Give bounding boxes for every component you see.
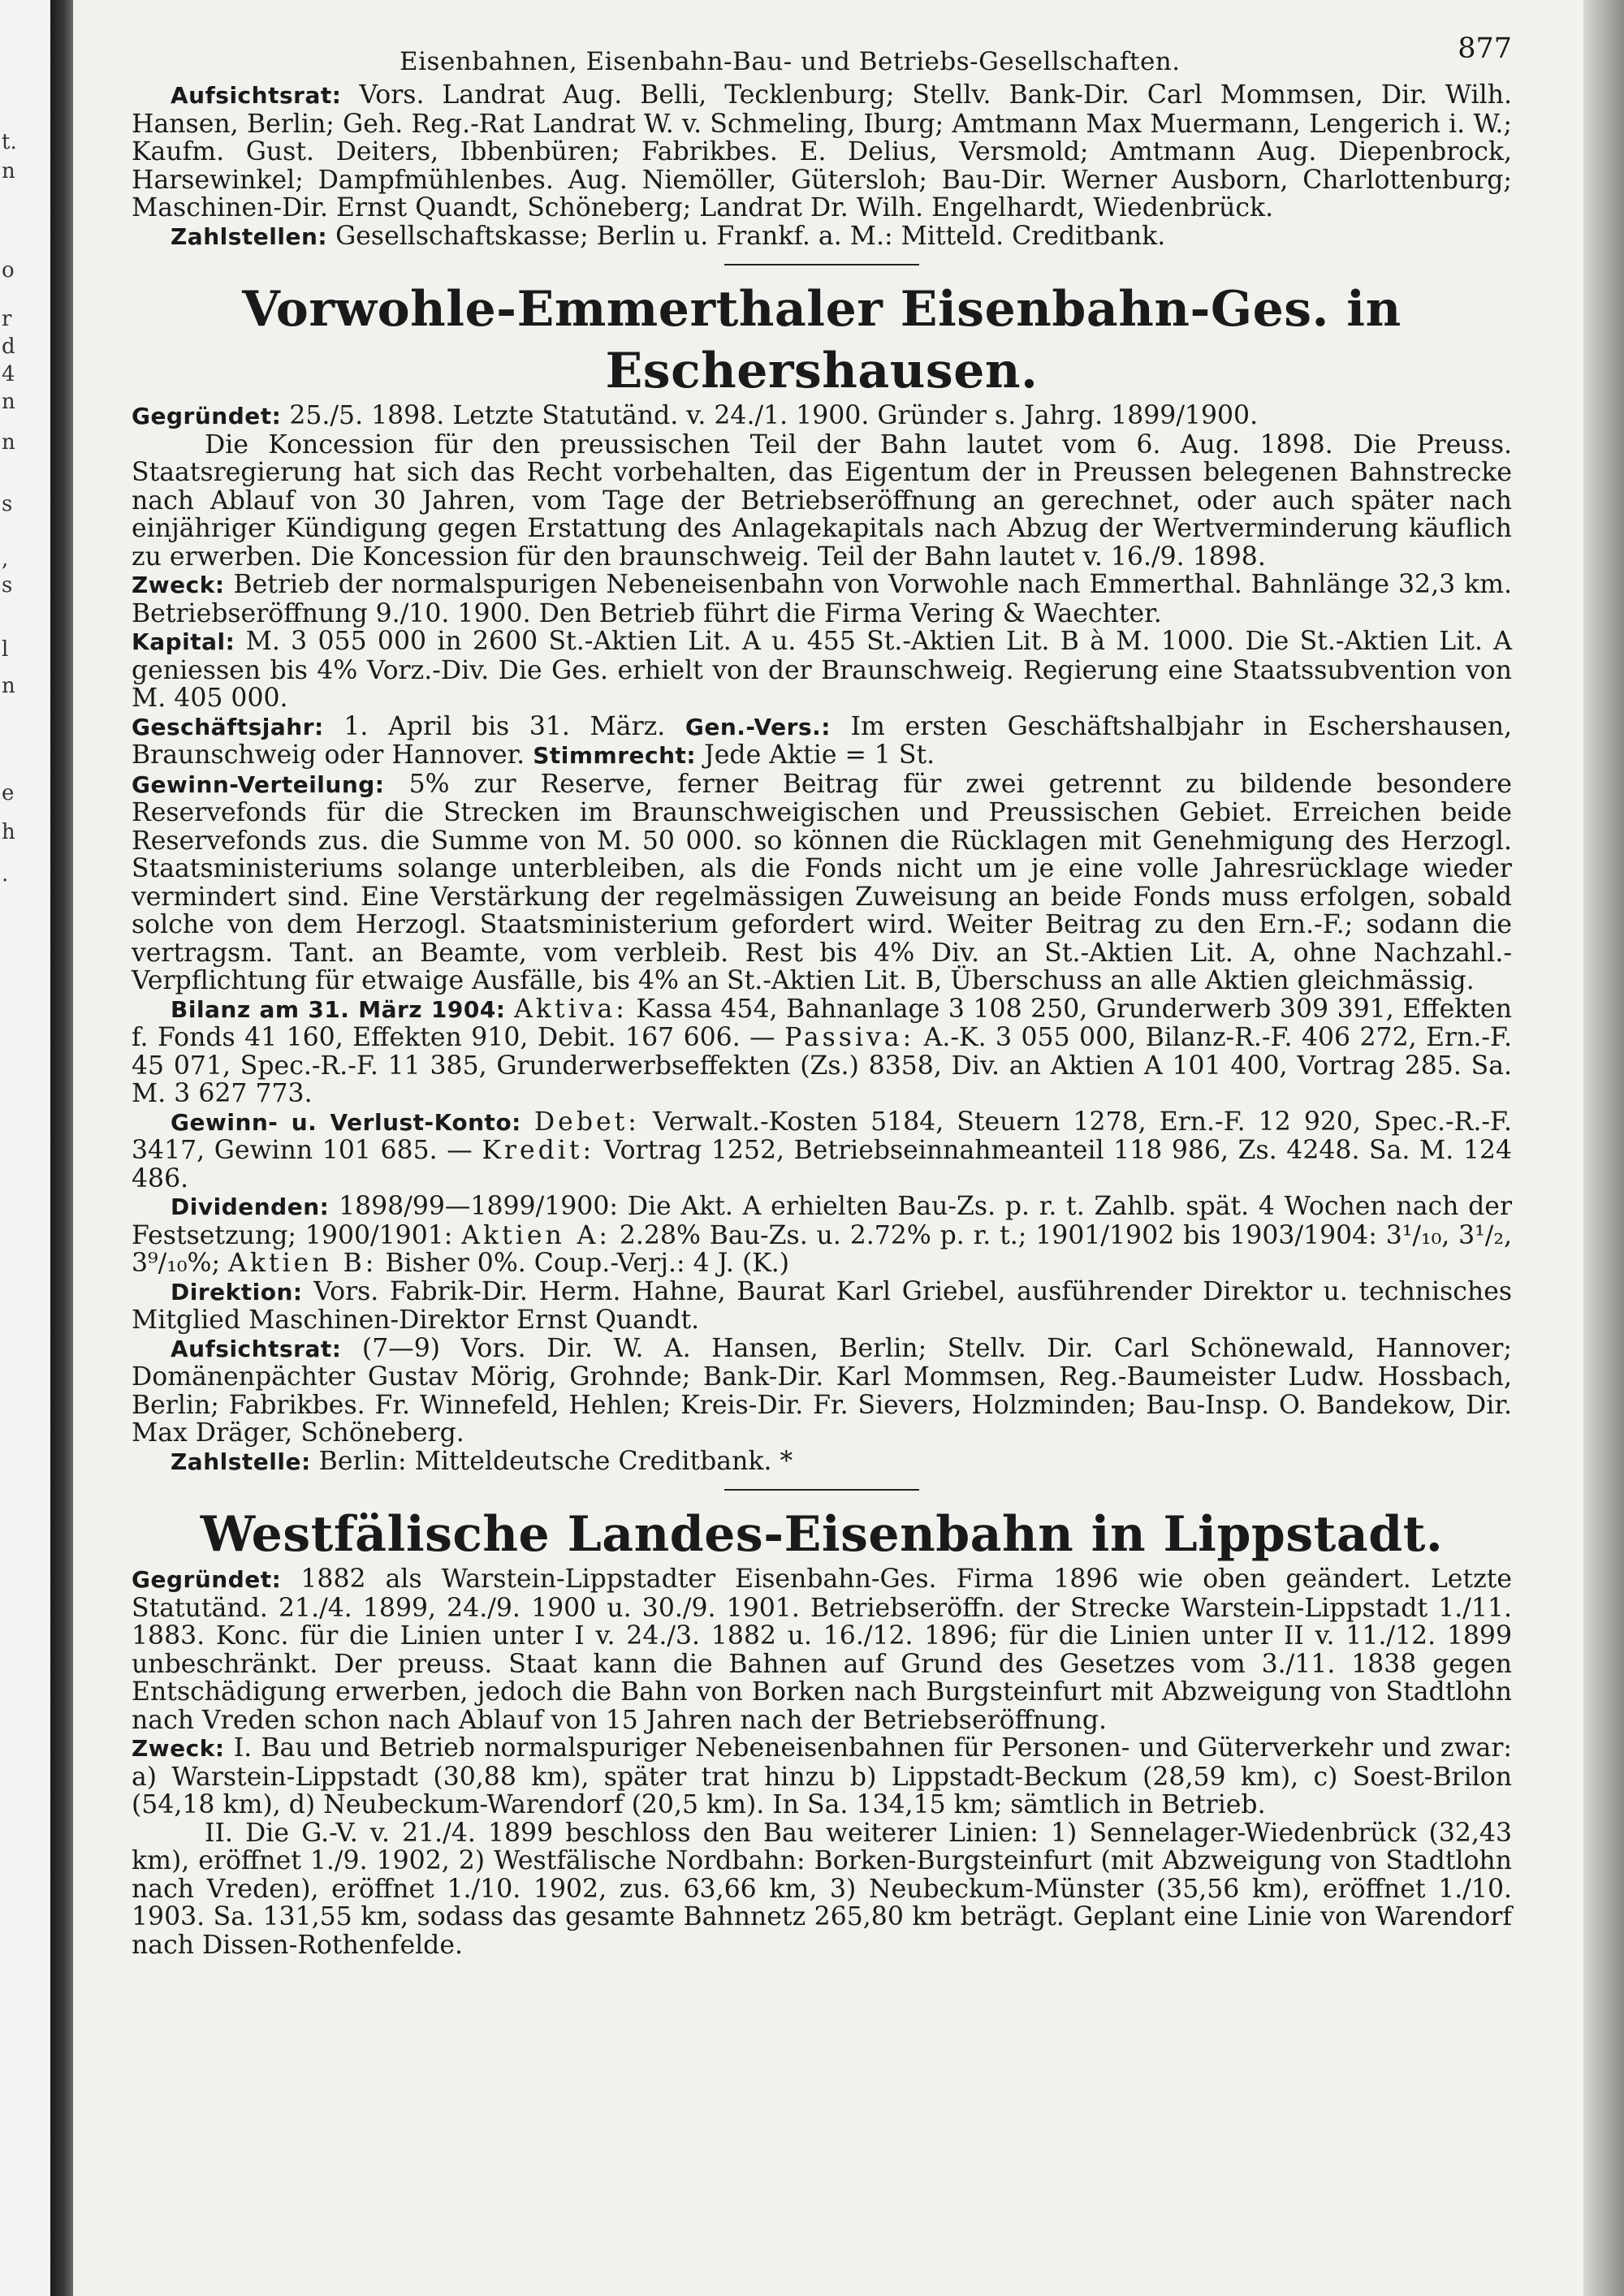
book-fore-edge	[1583, 0, 1624, 2296]
section-divider	[724, 1489, 919, 1491]
zweck-paragraph-2: II. Die G.-V. v. 21./4. 1899 beschloss den Bau weiterer Linien: 1) Sennelager-Wiedenbrück (32,43 km), eröffnet 1./9. 1902, 2) Westfälische Nordbahn: Borken-Burgsteinfurt (mit Abzweigung von Stadtlohn nach Vreden), eröffnet 1./10. 1902, zus. 63,66 km, 3) Neubeckum-Münster (35,56 km), eröffnet 1./10. 1903. Sa. 131,55 km, sodass das gesamte Bahnnetz 265,80 km beträgt. Geplant eine Linie von Warendorf nach Dissen-Rothenfelde.	[132, 1818, 1512, 1960]
zweck-label: Zweck:	[132, 572, 225, 598]
page-content	[132, 29, 1512, 1959]
margin-mark: h	[2, 820, 15, 844]
aufsichtsrat-label: Aufsichtsrat:	[171, 82, 342, 109]
kapital-label: Kapital:	[132, 628, 235, 655]
gegruendet-label: Gegründet:	[132, 403, 282, 429]
margin-mark: o	[2, 258, 15, 283]
margin-mark: 4	[2, 362, 15, 386]
section-heading: Westfälische Landes-Eisenbahn in Lippstadt.	[200, 1506, 1444, 1563]
gewinn-verteilung-paragraph	[132, 770, 1512, 995]
kredit-label: Kredit:	[482, 1136, 595, 1165]
aktiva-text: Kassa 454, Bahnanlage 3 108 250, Grunderwerb 309 391, Effekten f. Fonds 41 160, Effekten 910, Debit. 167 606. —	[132, 994, 1512, 1052]
margin-mark: t.	[2, 130, 17, 154]
kapital-paragraph	[132, 628, 1512, 713]
passiva-text: A.-K. 3 055 000, Bilanz-R.-F. 406 272, Ern.-F. 45 071, Spec.-R.-F. 11 385, Grunderwerbseffekten (Zs.) 8358, Div. an Aktien A 101 400, Vortrag 285. Sa. M. 3 627 773.	[132, 1023, 1512, 1108]
previous-page-edge	[0, 0, 50, 2296]
geschaeftsjahr-paragraph	[132, 713, 1512, 770]
dividenden-text-2: 2.28% Bau-Zs. u. 2.72% p. r. t.; 1901/1902 bis 1903/1904: 3¹/₁₀, 3¹/₂, 3⁹/₁₀%;	[132, 1220, 1513, 1278]
margin-mark: d	[2, 334, 15, 359]
margin-mark: s	[2, 573, 13, 598]
margin-mark: n	[2, 159, 15, 183]
stimmrecht-text: Jede Aktie = 1 St.	[704, 740, 935, 770]
zahlstelle-label: Zahlstelle:	[171, 1448, 311, 1475]
bilanz-paragraph	[132, 995, 1512, 1108]
gegruendet-text: 25./5. 1898. Letzte Statutänd. v. 24./1. 1900. Gründer s. Jahrg. 1899/1900.	[289, 401, 1259, 430]
zweck-paragraph	[132, 1734, 1512, 1819]
stimmrecht-label: Stimmrecht:	[533, 742, 697, 769]
zahlstelle-paragraph	[132, 1448, 1512, 1477]
kredit-text: Vortrag 1252, Betriebseinnahmeanteil 118 986, Zs. 4248. Sa. M. 124 486.	[132, 1136, 1513, 1193]
gegruendet-text: 1882 als Warstein-Lippstadter Eisenbahn-Ges. Firma 1896 wie oben geändert. Letzte Statutänd. 21./4. 1899, 24./9. 1900 u. 30./9. 1901. Betriebseröffn. der Strecke Warstein-Lippstadt 1./11. 1883. Konc. für die Linien unter I v. 24./3. 1882 u. 16./12. 1896; für die Linien unter II v. 11./12. 1899 unbeschränkt. Der preuss. Staat kann die Bahnen auf Grund des Gesetzes vom 3./11. 1838 gegen Entschädigung erwerben, jedoch die Bahn von Borken nach Burgsteinfurt mit Abzweigung von Stadtlohn nach Vreden schon nach Ablauf von 15 Jahren nach der Betriebseröffnung.	[132, 1564, 1512, 1735]
gegruendet-paragraph	[132, 1565, 1512, 1734]
running-title: Eisenbahnen, Eisenbahn-Bau- und Betriebs-Gesellschaften.	[400, 47, 1181, 76]
dividenden-text-1: 1898/99—1899/1900: Die Akt. A erhielten Bau-Zs. p. r. t. Zahlb. spät. 4 Wochen nach der Festsetzung; 1900/1901:	[132, 1192, 1513, 1250]
aktiva-label: Aktiva:	[514, 994, 628, 1024]
gewinn-verteilung-text: 5% zur Reserve, ferner Beitrag für zwei getrennt zu bildende besondere Reservefonds für die Strecken im Braunschweigischen und Preussischen Gebiet. Erreichen beide Reservefonds zus. die Summe von M. 50 000. so können die Rücklagen mit Genehmigung des Herzogl. Staatsministeriums solange unterbleiben, als die Fonds nicht um je eine volle Jahresrücklage wieder vermindert sind. Eine Verstärkung der regelmässigen Zuweisung an beide Fonds muss erfolgen, sobald solche von dem Herzogl. Staatsministerium gefordert wird. Weiter Beitrag zu den Ern.-F.; sodann die vertragsm. Tant. an Beamte, vom verbleib. Rest bis 4% Div. an St.-Aktien Lit. A, ohne Nachzahl.-Verpflichtung für etwaige Ausfälle, bis 4% an St.-Aktien Lit. B, Überschuss an alle Aktien gleichmässig.	[132, 769, 1513, 995]
geschaeftsjahr-text: 1. April bis 31. März.	[343, 711, 666, 741]
dividenden-paragraph	[132, 1193, 1512, 1278]
margin-mark: ,	[2, 547, 9, 572]
direktion-text: Vors. Fabrik-Dir. Herm. Hahne, Baurat Karl Griebel, ausführender Direktor u. technisches Mitglied Maschinen-Direktor Ernst Quandt.	[132, 1276, 1512, 1335]
direktion-label: Direktion:	[171, 1278, 303, 1306]
konzession-paragraph: Die Koncession für den preussischen Teil der Bahn lautet vom 6. Aug. 1898. Die Preuss. Staatsregierung hat sich das Recht vorbehalten, das Eigentum der in Preussen belegenen Bahnstrecke nach Ablauf von 30 Jahren, vom Tage der Betriebseröffnung an gerechnet, oder auch später nach einjähriger Kündigung gegen Erstattung des Anlagekapitals nach Abzug der Wertverminderung käuflich zu erwerben. Die Koncession für den braunschweig. Teil der Bahn lautet v. 16./9. 1898.	[132, 429, 1512, 572]
gewinn-verlust-label: Gewinn- u. Verlust-Konto:	[171, 1108, 521, 1136]
dividenden-text-3: Bisher 0%. Coup.-Verj.: 4 J. (K.)	[385, 1249, 790, 1278]
gen-vers-label: Gen.-Vers.:	[685, 713, 831, 740]
section-heading: Vorwohle-Emmerthaler Eisenbahn-Ges. in Eschershausen.	[242, 281, 1402, 399]
debet-text: Verwalt.-Kosten 5184, Steuern 1278, Ern.-F. 12 920, Spec.-R.-F. 3417, Gewinn 101 685. —	[132, 1107, 1513, 1165]
running-head	[132, 29, 1512, 81]
book-page	[73, 0, 1583, 2296]
gegruendet-paragraph	[132, 402, 1512, 431]
margin-mark: r	[2, 307, 12, 331]
zahlstellen-paragraph	[132, 222, 1512, 252]
direktion-paragraph	[132, 1278, 1512, 1335]
zweck-paragraph	[132, 571, 1512, 628]
kapital-text: M. 3 055 000 in 2600 St.-Aktien Lit. A u. 455 St.-Aktien Lit. B à M. 1000. Die St.-Aktien Lit. A geniessen bis 4% Vorz.-Div. Die Ges. erhielt von der Braunschweig. Regierung eine Staatssubvention von M. 405 000.	[132, 627, 1512, 713]
gewinn-verlust-paragraph	[132, 1108, 1512, 1193]
gewinn-verteilung-label: Gewinn-Verteilung:	[132, 770, 385, 798]
zahlstellen-text: Gesellschaftskasse; Berlin u. Frankf. a. M.: Mitteld. Creditbank.	[335, 221, 1166, 251]
zweck-label: Zweck:	[132, 1735, 225, 1762]
aufsichtsrat-label: Aufsichtsrat:	[171, 1335, 342, 1362]
margin-mark: n	[2, 390, 15, 414]
bilanz-label: Bilanz am 31. März 1904:	[171, 995, 506, 1023]
margin-mark: n	[2, 430, 15, 455]
page-number: 877	[1458, 32, 1512, 65]
zweck-text: Betrieb der normalspurigen Nebeneisenbahn von Vorwohle nach Emmerthal. Bahnlänge 32,3 km. Betriebseröffnung 9./10. 1900. Den Betrieb führt die Firma Vering & Waechter.	[132, 570, 1513, 628]
aktien-a-label: Aktien A:	[461, 1220, 611, 1250]
aufsichtsrat-paragraph	[132, 81, 1512, 222]
margin-mark: l	[2, 637, 9, 662]
zahlstellen-label: Zahlstellen:	[171, 222, 328, 250]
section-divider	[724, 264, 919, 265]
debet-label: Debet:	[533, 1107, 640, 1137]
aufsichtsrat-paragraph	[132, 1335, 1512, 1448]
margin-mark: n	[2, 674, 15, 698]
aufsichtsrat-text: Vors. Landrat Aug. Belli, Tecklenburg; Stellv. Bank-Dir. Carl Mommsen, Dir. Wilh. Hansen, Berlin; Geh. Reg.-Rat Landrat W. v. Schmeling, Iburg; Amtmann Max Muermann, Lengerich i. W.; Kaufm. Gust. Deiters, Ibbenbüren; Fabrikbes. E. Delius, Versmold; Amtmann Aug. Diepenbrock, Harsewinkel; Dampfmühlenbes. Aug. Niemöller, Gütersloh; Bau-Dir. Werner Ausborn, Charlottenburg; Maschinen-Dir. Ernst Quandt, Schöneberg; Landrat Dr. Wilh. Engelhardt, Wiedenbrück.	[132, 80, 1513, 222]
margin-mark: s	[2, 492, 13, 516]
book-gutter	[50, 0, 73, 2296]
entry-westfaelische-landes-eisenbahn	[132, 1504, 1512, 1959]
zweck-text: I. Bau und Betrieb normalspuriger Nebeneisenbahnen für Personen- und Güterverkehr und zwar: a) Warstein-Lippstadt (30,88 km), später trat hinzu b) Lippstadt-Beckum (28,59 km), c) Soest-Brilon (54,18 km), d) Neubeckum-Warendorf (20,5 km). In Sa. 134,15 km; sämtlich in Betrieb.	[132, 1733, 1513, 1819]
aktien-b-label: Aktien B:	[228, 1249, 378, 1278]
previous-entry-tail	[132, 81, 1512, 251]
margin-mark: e	[2, 781, 15, 805]
dividenden-label: Dividenden:	[171, 1193, 330, 1220]
gen-vers-text: Im ersten Geschäftshalbjahr in Eschershausen, Braunschweig oder Hannover.	[132, 711, 1513, 770]
passiva-label: Passiva:	[784, 1023, 915, 1052]
entry-vorwohle-emmerthaler	[132, 278, 1512, 1476]
geschaeftsjahr-label: Geschäftsjahr:	[132, 713, 324, 740]
margin-mark: .	[2, 862, 9, 887]
aufsichtsrat-text: (7—9) Vors. Dir. W. A. Hansen, Berlin; Stellv. Dir. Carl Schönewald, Hannover; Domänenpächter Gustav Mörig, Grohnde; Bank-Dir. Karl Mommsen, Reg.-Baumeister Ludw. Hossbach, Berlin; Fabrikbes. Fr. Winnefeld, Hehlen; Kreis-Dir. Fr. Sievers, Holzminden; Bau-Insp. O. Bandekow, Dir. Max Dräger, Schöneberg.	[132, 1333, 1512, 1448]
gegruendet-label: Gegründet:	[132, 1566, 282, 1593]
zahlstelle-text: Berlin: Mitteldeutsche Creditbank. *	[318, 1446, 793, 1476]
